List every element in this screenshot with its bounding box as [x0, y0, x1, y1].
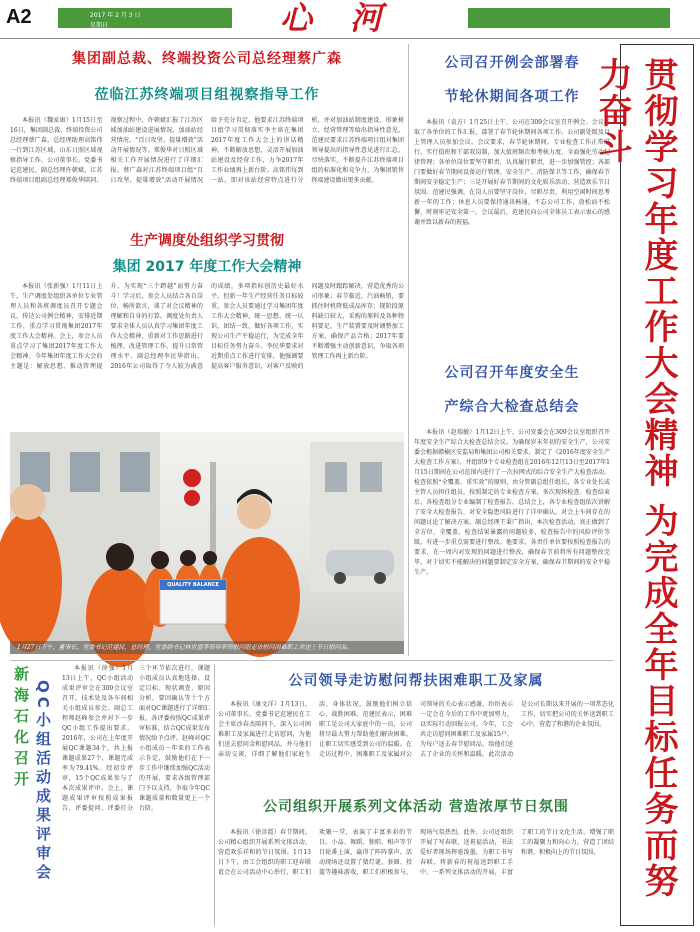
article5-title: 公司组织开展系列文体活动 营造浓厚节日氛围	[263, 799, 569, 815]
masthead-title: 心河	[279, 0, 420, 37]
header-weekday: 星期日	[90, 22, 109, 29]
article6-title-line1: 公司召开例会部署春	[444, 55, 580, 71]
side-title-left: 新海石化召开	[12, 666, 30, 792]
article2-body: 本报讯（张新强）1月11日上午，生产调度处组织各单位专业管理人员和各班调度员召开专题会议，传达公司例会精神，安排近期工作，重点学习贯彻集团2017年度工作大会精神。会上，参会人员重点学习了集团2017年度工作大会精神。今年集团年度工作大会的主题是：解放思想、推动管理提升，为实现“三个跨越”而努力奋斗！学习后，参会人员结合各自岗位，畅所欲言，谈了对会议精神的理解和自身的打算。调度处负责人要求全体人员认真学习集团年度工作大会精神，重新对工作思路进行梳理，改进管理工作，提升日常管理水平。副总经理李民华指出，2016年公司取得了令人较为满意的成绩，多项指标创历史最好水平，但新一年生产经营任务目标较重，参会人员要通过学习集团年度工作大会精神，统一思想、统一认识，团结一致，做好各项工作，实现公司生产平稳运行，为完成全年目标任务努力奋斗。李民华要求对近期重点工作进行安排，他强调要提高客户服务意识，对客户反映的问题及时跟踪解决，营造优秀的公司形象；春节临近，汽油畅销，要抓住时机降低成品库存；现阶段原料缺口较大，采购的原料及各种物料要足，生产装置要及时调整加工方案，确保产品合格；2017年要不断增强主动创新意识，争取各项管理工作再上新台阶。	[10, 283, 404, 370]
article1-title-line2: 莅临江苏终端项目组视察指导工作	[94, 87, 320, 103]
page-header	[0, 0, 700, 38]
right-banner	[592, 44, 694, 926]
article2-title-line1: 生产调度处组织学习贯彻	[130, 233, 284, 249]
gift-box-label: QUALITY BALANCE	[167, 582, 219, 588]
header-date: 2017 年 2 月 3 日	[90, 12, 141, 19]
page-number: A2	[6, 6, 32, 28]
side-title-right: QC小组活动成果评审会	[34, 680, 52, 883]
article2-title-line2: 集团 2017 年度工作大会精神	[112, 259, 302, 275]
article7-body: 本报讯（赵瑞敏）1月12日上午，公司安委会在309会议室组织召开年度安全生产综合大检查总结会议。为确保岁末年初的安全生产，公司安委会根据赣榆区安监局和集团公司相关要求，制定了《2016年度安全生产大检查工作方案》，并组织9个专业检查组在2016年12月13日至2017年1月15日期间在公司范围内进行了一次拉网式的综合安全生产大检查活动。检查依照“全覆盖、重实效”的原则，由分管副总组任组长，各专业处长或主管人员担任组员，按照制定的专业检查方案，多次现场检查。检查结束后，各检查组分专业编制了检查报告。总结会上，各专业检查组依次讲解了安全大检查报告，对安全隐患风险进行了详审确认，对会上车间存在的问题讨论了解决方案。副总经理王秉广指出，本次检查活动，真正做到了全方位、全覆盖，检查结果暴露的问题较多，检查报告中的风险评价等级，有进一步重点需要进行整改。他要求，各责任单位要按照检查报告的要求，在一周内对发现的问题进行整改，确保春节前将所有问题整改完毕，对于切实不能解决的问题要制定安全方案，确保春节期间的安全平稳生产。	[414, 429, 610, 576]
article4-title: 公司领导走访慰问帮扶困难职工及家属	[288, 673, 544, 689]
article7-title-line1: 公司召开年度安全生	[444, 365, 580, 381]
photo-scene	[10, 432, 404, 654]
news-photo	[10, 432, 404, 654]
article6-body: 本报讯（袁方）1月25日上午，公司在309会议室召开例会。会议听取了各单位的工作汇报，部署了春节轮休期间各项工作。公司副处级及以上管理人员参加会议。会议要求，春节轮休期间，专业检查工作正常进行，实行值班和干部双岗制，加大值班频次和考核力度，全面强化劳动纪律管理；各单位岗位要坚守职责，认真履行职责，进一步加强管控；各部门要做好春节期间设备运行管理、安全生产、消防保卫等工作，确保春节期间安全稳定生产；三是开展好春节期间的文化娱乐活动，营造欢乐节日氛围。范建民强调，在岗人员要坚守岗位，尽职尽责，利用空闲时间思考新一年的工作；休息人员要保持通讯畅通，不忘公司工作，放松而不松懈，时刻牢记安全第一。会议最后，范建民向公司全体员工表示衷心的感谢并致以新春的祝福。	[414, 119, 610, 226]
article6-title-line2: 节轮休期间各项工作	[444, 89, 580, 105]
article5-body: 本报讯（徐彦霞）春节期间，公司精心组织开展系列文体活动，营造欢乐祥和的节日氛围。1月13日下午，由工会组织的职工迎春联谊会在公司活动中心举行，职工们欢聚一堂，表演了丰富多彩的节目。小品、舞蹈、独唱、相声等节目轮番上演，赢得了阵阵掌声。活动现场还设置了猜灯谜、套圈、投篮等趣味游戏，职工们积极参与，现场气氛热烈。此外，公司还组织开展了写春联、送祝福活动，书法爱好者现场挥毫泼墨，为职工书写春联，将新春的祝福送到职工手中。一系列文体活动的开展，丰富了职工的节日文化生活，增强了职工的凝聚力和向心力，营造了团结和谐、积极向上的节日氛围。	[218, 829, 614, 876]
article3-body: 本报讯（徐强）1月13日上午，QC小组活动成果评审会在309会议室召开，技术处及各车间相关小组成员参会。副总工程师赵峰参会并对下一步QC小组工作提出要求。2016年，公司在上年度开展QC课题34个，共上报课题成果27个，课题完成率为79.41%。经初步评审，15个QC成果参与了本次成果评审。会上，课题成果评审按照成果报告、评委提问、评委打分三个环节依次进行，课题小组成员认真地选择、设定目标、现状调查、原因分析、要因确认等十个方面对QC课题进行了详细汇报，各评委按照QC成果评审标准，结合QC成果发布情况给予点评。赵峰对QC小组成员一年来的工作表示肯定，鼓励他们在下一步工作中继续加强QC活动的开展，要求各级管理部门予以支持，争取今年QC课题质量和数量更上一个台阶。	[62, 665, 210, 812]
article7-title-line2: 产综合大检查总结会	[444, 399, 580, 415]
article1-title-line1: 集团副总裁、终端投资公司总经理蔡广森	[72, 51, 342, 67]
article4-body: 本报讯（康文洋）1月13日，公司董事长、党委书记范建民在工会主席沙春杰陪同下，深入公司困难职工及家属进行走访慰问，为他们送去慰问金和慰问品，并与他们亲切交谈，详细了解他们家庭生活、身体状况，鼓励他们树立信心，战胜困难。范建民表示，困难职工是公司大家庭中的一员，公司将尽最大努力帮助他们解决困难，让职工切实感受到公司的温暖。在走访过程中，困难职工及家属对公司领导的关心表示感谢，纷纷表示一定会在今后的工作中更加努力，以实际行动回报公司。今年，工会共走访慰问困难职工及家属15户，为每户送去春节慰问品，给他们送去了企业的关怀和温暖。此次活动是公司长期以来开展的一项常态化工作，切实把公司的关怀送到职工心中，营造了和谐的企业氛围。	[218, 701, 614, 758]
photo-caption: 1月27日下午，董事长、党委书记范建民，总经理、党委副书记林世盛等领导带领慰问组走访慰问困难职工并送上节日慰问品。	[10, 641, 404, 654]
right-banner-text: 贯彻学习年度工作大会精神 为完成全年目标任务而努力奋斗	[592, 57, 678, 899]
article1-body: 本报讯（魏家康）1月15日至16日，集团副总裁、终端投资公司总经理蔡广森，总经理助理高铭伟一行到江苏区域，山东日照区域视察指导工作。公司董事长、党委书记范建民、副总经理许朝斌、江苏终端项目组副总经理郑俊华陪同。视察过程中，许朝斌汇报了江苏区域加油站建设进展情况、加油站经营情况、“百日攻坚、提量增效”活动开展情况等。郑俊华对日照区域相关工作开展情况进行了详细汇报。蔡广森对江苏终端项目组“百日攻坚、提量增效”活动开展情况给予充分肯定，他要求江苏终端项目组学习贯彻落实李主席在集团2017年度工作大会上的讲话精神，不断解放思想，灵活开展加油站建设及经营工作，力争2017年工作业绩再上新台阶。高铭伟每到一站，即对该站经营特点进行分析，并对加油站制度建设、形象树立、经营管理等给出指导性意见。范建民要求江苏终端项目组对集团领导提出的指导性意见进行汇总，尽快落实，不断提升江苏终端项目组的标准化和竞争力，为集团销售终端建设做出更多贡献。	[10, 117, 404, 184]
